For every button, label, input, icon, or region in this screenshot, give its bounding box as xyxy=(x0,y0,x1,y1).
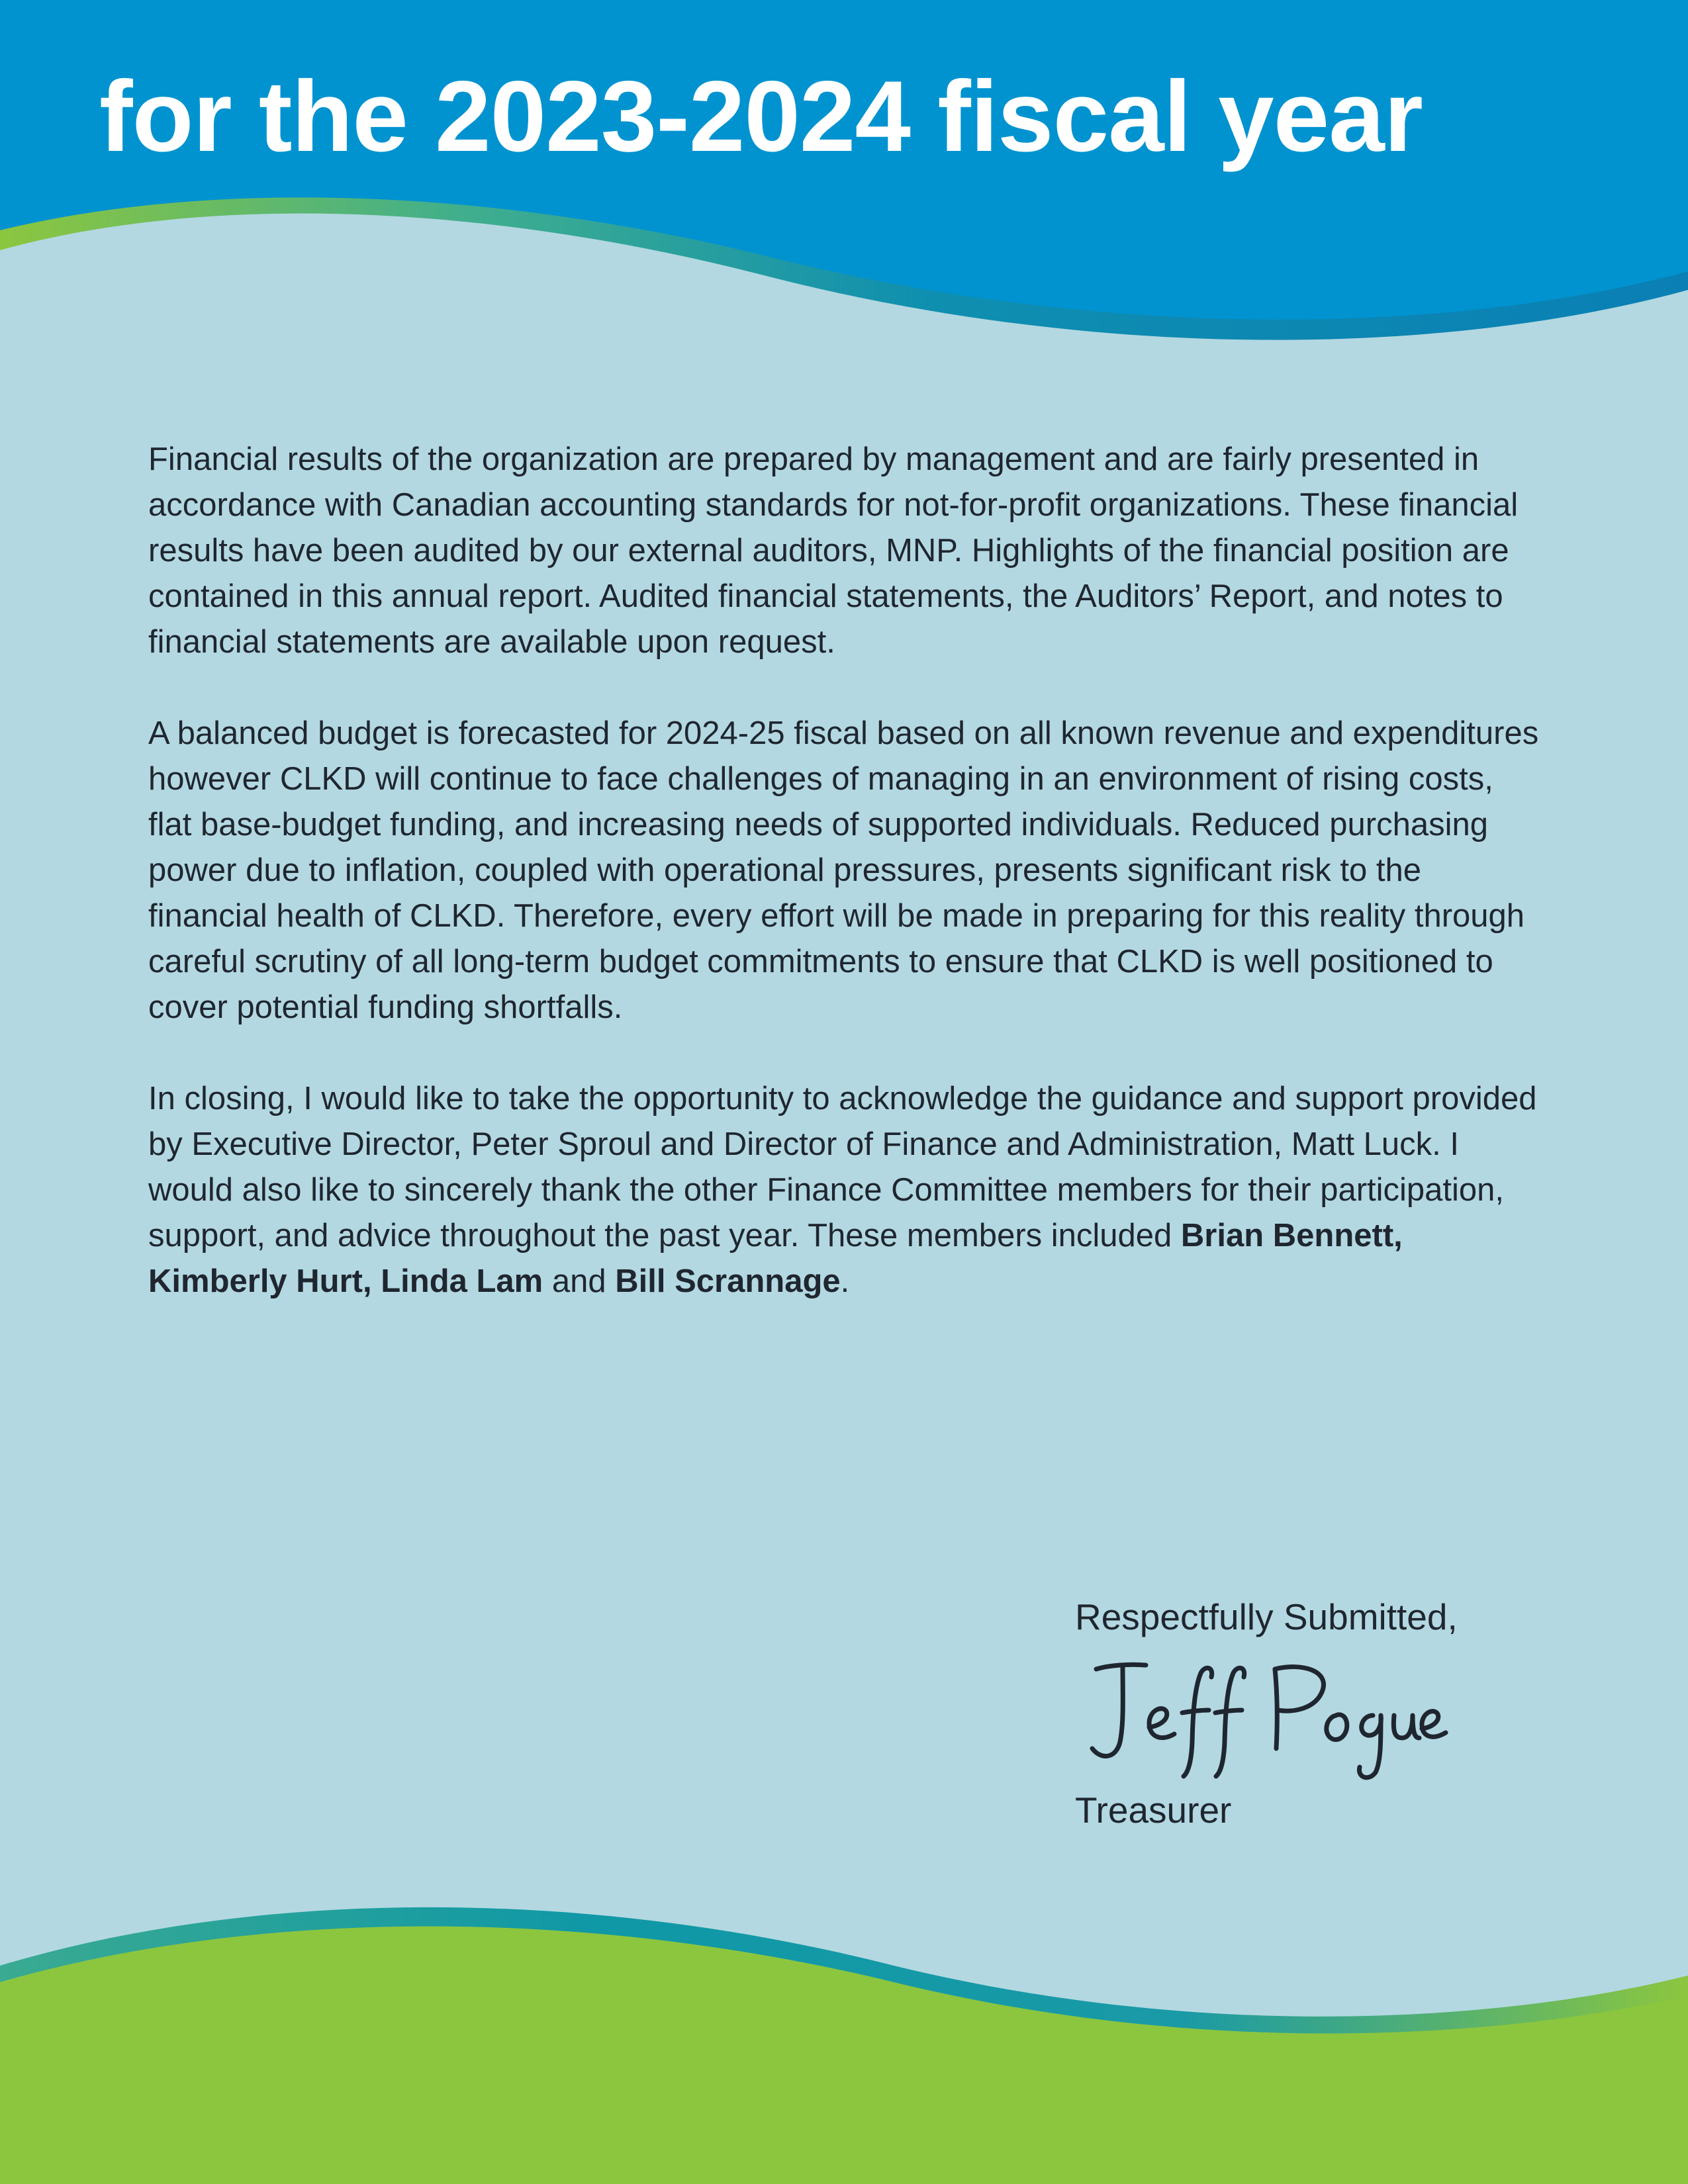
committee-members-names: Brian Bennett, Kimberly Hurt, Linda Lam xyxy=(148,1218,1403,1299)
signoff-block xyxy=(1075,1594,1578,1833)
report-body xyxy=(148,437,1545,1350)
paragraph-financial-results: Financial results of the organization are prepared by management and are fairly presented in accordance with Canadian accounting standards for not-for-profit organizations. These financial results have been audited by our external auditors, MNP. Highlights of the financial position are contained in this annual report. Audited financial statements, the Auditors’ Report, and notes to financial statements are available upon request. xyxy=(148,441,1519,660)
handwritten-signature xyxy=(1083,1649,1454,1782)
closing-end-punctuation: . xyxy=(840,1263,850,1299)
signer-role: Treasurer xyxy=(1075,1790,1232,1831)
closing-salutation: Respectfully Submitted, xyxy=(1075,1596,1458,1637)
closing-intro-text: In closing, I would like to take the opportunity to acknowledge the guidance and support provided by Executive Director, Peter Sproul and Director of Finance and Administration, Matt Luck. I would also like to sincerely thank the other Finance Committee members for their participation, support, and advice throughout the past year. These members included xyxy=(148,1081,1537,1253)
last-committee-member-name: Bill Scrannage xyxy=(615,1263,841,1299)
paragraph-budget-forecast: A balanced budget is forecasted for 2024-25 fiscal based on all known revenue and expenditures however CLKD will continue to face challenges of managing in an environment of rising costs, flat base-budget funding, and increasing needs of supported individuals. Reduced purchasing power due to inflation, coupled with operational pressures, presents significant risk to the financial health of CLKD. Therefore, every effort will be made in preparing for this reality through careful scrutiny of all long-term budget commitments to ensure that CLKD is well positioned to cover potential funding shortfalls. xyxy=(148,715,1539,1025)
paragraph-closing-acknowledgement xyxy=(148,1076,1545,1304)
conjunction-text: and xyxy=(543,1263,616,1299)
page-title: for the 2023-2024 fiscal year xyxy=(99,60,1423,173)
